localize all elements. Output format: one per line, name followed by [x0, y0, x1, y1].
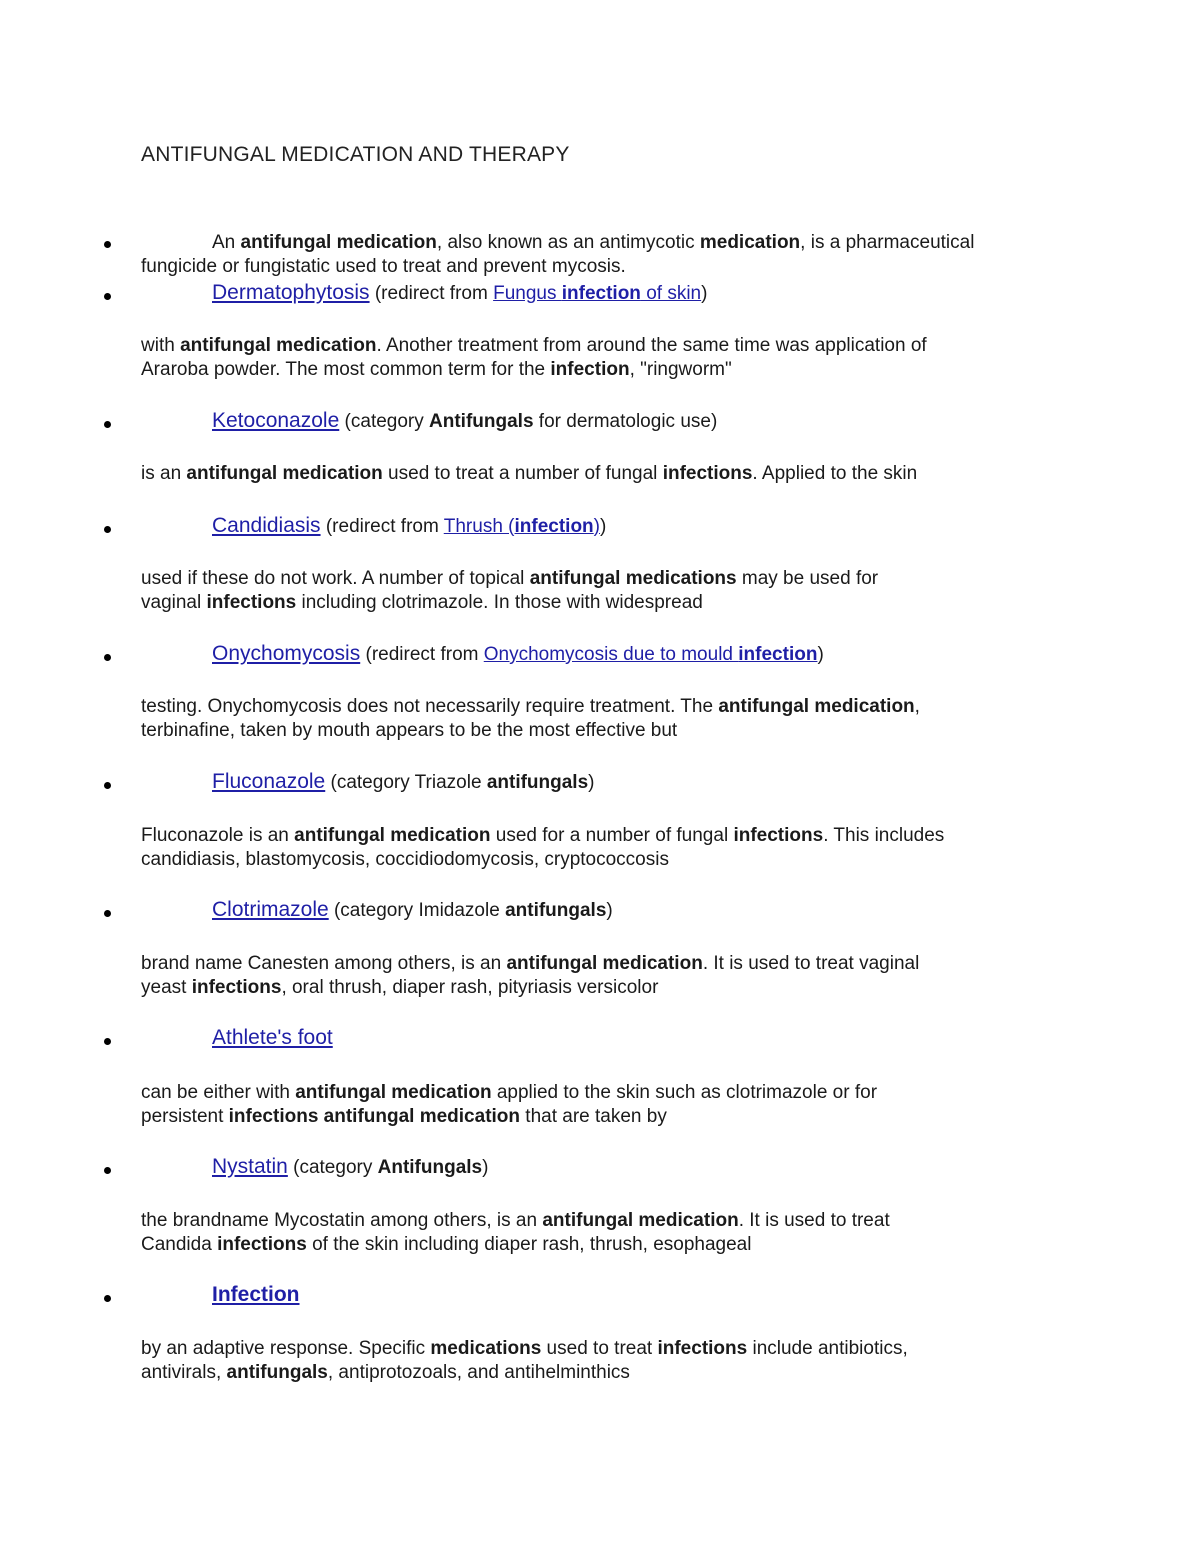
text-run: ) — [588, 772, 595, 793]
bullet-icon — [104, 293, 111, 300]
text-run: the brandname Mycostatin among others, is an — [141, 1210, 543, 1231]
bold-term: infections — [733, 825, 824, 846]
bold-term: infections — [662, 463, 753, 484]
text-run: . It is used to treat — [738, 1210, 890, 1231]
text-run: used if these do not work. A number of topical — [141, 568, 530, 589]
entry-heading — [212, 642, 824, 667]
text-run: ) — [482, 1157, 489, 1178]
entry-heading — [212, 1283, 300, 1308]
bold-term: infections — [191, 977, 282, 998]
text-run: (category Imidazole — [328, 900, 506, 921]
entry-text — [141, 1337, 1041, 1385]
article-link[interactable]: Infection — [212, 1283, 300, 1306]
heading-note — [288, 1157, 489, 1178]
text-run: (redirect from — [369, 283, 494, 304]
text-run: can be either with — [141, 1082, 296, 1103]
text-run: (category — [287, 1157, 378, 1178]
bullet-icon — [104, 241, 111, 248]
entry-text — [141, 695, 1041, 743]
text-run: used to treat a number of fungal — [382, 463, 663, 484]
bold-term: antifungal medication — [718, 696, 915, 717]
text-line — [141, 952, 1041, 976]
bold-term: antifungal medication — [186, 463, 383, 484]
bullet-icon — [104, 1167, 111, 1174]
bold-term: antifungals — [226, 1362, 328, 1383]
text-run: that are taken by — [520, 1106, 667, 1127]
entry-heading — [212, 1026, 333, 1051]
text-run: terbinafine, taken by mouth appears to be the most effective but — [141, 720, 678, 741]
article-link[interactable]: Candidiasis — [212, 514, 321, 537]
text-run: . This includes — [823, 825, 945, 846]
text-run: ) — [606, 900, 613, 921]
text-run: including clotrimazole. In those with widespread — [296, 592, 703, 613]
text-run: of the skin including diaper rash, thrush, esophageal — [306, 1234, 752, 1255]
text-run: yeast — [141, 977, 192, 998]
text-line — [141, 1233, 1041, 1257]
entry-text — [141, 462, 1041, 486]
text-line — [141, 567, 1041, 591]
entry-text — [141, 1081, 1041, 1129]
redirect-link[interactable]: of skin — [640, 283, 702, 304]
text-line — [141, 591, 1041, 615]
entry-text — [141, 567, 1041, 615]
text-run: ) — [600, 516, 607, 537]
article-link[interactable]: Dermatophytosis — [212, 281, 370, 304]
entry-heading — [212, 514, 606, 539]
redirect-link[interactable]: Thrush ( — [443, 516, 515, 537]
entry-heading — [212, 281, 707, 306]
text-run: , oral thrush, diaper rash, pityriasis versicolor — [281, 977, 659, 998]
text-line — [141, 462, 1041, 486]
entry-text — [141, 952, 1041, 1000]
heading-note — [325, 772, 594, 793]
bullet-icon — [104, 910, 111, 917]
text-run: vaginal — [141, 592, 207, 613]
text-run: (redirect from — [360, 644, 484, 665]
heading-note — [321, 516, 607, 537]
text-run: fungicide or fungistatic used to treat and prevent mycosis. — [141, 256, 626, 277]
text-run: , is a pharmaceutical — [800, 232, 975, 253]
bullet-icon — [104, 654, 111, 661]
text-run: , — [914, 696, 920, 717]
bold-term: Antifungals — [377, 1157, 483, 1178]
text-run: Araroba powder. The most common term for the — [141, 359, 551, 380]
article-link[interactable]: Onychomycosis — [212, 642, 361, 665]
text-run: , also known as an antimycotic — [436, 232, 700, 253]
text-line — [141, 719, 1041, 743]
text-line — [141, 1105, 1041, 1129]
text-run: by an adaptive response. Specific — [141, 1338, 431, 1359]
text-run: , antiprotozoals, and antihelminthics — [327, 1362, 630, 1383]
text-line — [141, 358, 1041, 382]
text-run: Fluconazole is an — [141, 825, 295, 846]
text-run: used for a number of fungal — [490, 825, 734, 846]
text-run: used to treat — [541, 1338, 658, 1359]
text-run: include antibiotics, — [747, 1338, 908, 1359]
entry-text — [141, 1209, 1041, 1257]
text-line — [141, 976, 1041, 1000]
text-run: for dermatologic use) — [533, 411, 718, 432]
redirect-link[interactable]: Onychomycosis due to mould — [483, 644, 739, 665]
article-link[interactable]: Clotrimazole — [212, 898, 329, 921]
bold-term: infections — [657, 1338, 748, 1359]
heading-note — [360, 644, 824, 665]
bold-term: antifungal medication — [180, 335, 377, 356]
redirect-link[interactable]: Fungus — [493, 283, 562, 304]
entry-text — [141, 824, 1041, 872]
text-line — [141, 255, 1041, 279]
text-run: . It is used to treat vaginal — [702, 953, 920, 974]
text-line — [141, 231, 1041, 255]
text-line — [141, 334, 1041, 358]
entry-heading — [212, 770, 594, 795]
redirect-link[interactable]: infection — [561, 283, 641, 304]
bullet-icon — [104, 1295, 111, 1302]
article-link[interactable]: Nystatin — [212, 1155, 288, 1178]
bold-term: antifungal medication — [295, 1082, 492, 1103]
text-run: is an — [141, 463, 187, 484]
text-line — [141, 1081, 1041, 1105]
redirect-link[interactable]: infection — [514, 516, 594, 537]
bullet-icon — [104, 782, 111, 789]
entry-heading — [212, 898, 613, 923]
bold-term: medications — [430, 1338, 542, 1359]
text-run: (category — [339, 411, 430, 432]
redirect-link[interactable]: infection — [738, 644, 818, 665]
document-title: ANTIFUNGAL MEDICATION AND THERAPY — [141, 143, 570, 166]
text-run: applied to the skin such as clotrimazole or for — [491, 1082, 878, 1103]
text-run: . Applied to the skin — [752, 463, 918, 484]
entry-text — [141, 334, 1041, 382]
text-run: Candida — [141, 1234, 218, 1255]
text-run: ) — [817, 644, 824, 665]
text-run: An — [212, 232, 241, 253]
bold-term: infections — [217, 1234, 307, 1255]
bullet-icon — [104, 1038, 111, 1045]
bold-term: medication — [699, 232, 801, 253]
text-run: (redirect from — [320, 516, 444, 537]
text-run: , "ringworm" — [629, 359, 732, 380]
heading-note — [370, 283, 708, 304]
text-run: antivirals, — [141, 1362, 227, 1383]
bold-term: antifungal medications — [529, 568, 737, 589]
bold-term: infection — [550, 359, 630, 380]
bold-term: antifungal medication — [240, 232, 437, 253]
bold-term: Antifungals — [429, 411, 534, 432]
bold-term: antifungals — [486, 772, 589, 793]
article-link[interactable]: Ketoconazole — [212, 409, 340, 432]
text-run: candidiasis, blastomycosis, coccidiodomycosis, cryptococcosis — [141, 849, 669, 870]
text-run: may be used for — [736, 568, 879, 589]
text-run: persistent — [141, 1106, 229, 1127]
text-run: . Another treatment from around the same time was application of — [376, 335, 927, 356]
entry-heading — [212, 409, 717, 434]
redirect-link[interactable]: ) — [593, 516, 600, 537]
article-link[interactable]: Fluconazole — [212, 770, 326, 793]
entry-text — [141, 231, 1041, 279]
heading-note — [339, 411, 717, 432]
text-line — [141, 695, 1041, 719]
bold-term: antifungals — [505, 900, 607, 921]
text-line — [141, 1361, 1041, 1385]
text-run: brand name Canesten among others, is an — [141, 953, 507, 974]
bold-term: antifungal medication — [506, 953, 703, 974]
text-line — [141, 848, 1041, 872]
bold-term: antifungal medication — [542, 1210, 739, 1231]
bullet-icon — [104, 421, 111, 428]
text-line — [141, 1337, 1041, 1361]
text-run: (category Triazole — [325, 772, 487, 793]
bullet-icon — [104, 526, 111, 533]
article-link[interactable]: Athlete's foot — [212, 1026, 333, 1049]
text-line — [141, 824, 1041, 848]
text-run: testing. Onychomycosis does not necessarily require treatment. The — [141, 696, 719, 717]
text-run: with — [141, 335, 181, 356]
bold-term: infections — [206, 592, 297, 613]
heading-note — [329, 900, 613, 921]
entry-heading — [212, 1155, 488, 1180]
bold-term: antifungal medication — [294, 825, 491, 846]
bold-term: infections antifungal medication — [228, 1106, 521, 1127]
text-line — [141, 1209, 1041, 1233]
text-run: ) — [701, 283, 708, 304]
